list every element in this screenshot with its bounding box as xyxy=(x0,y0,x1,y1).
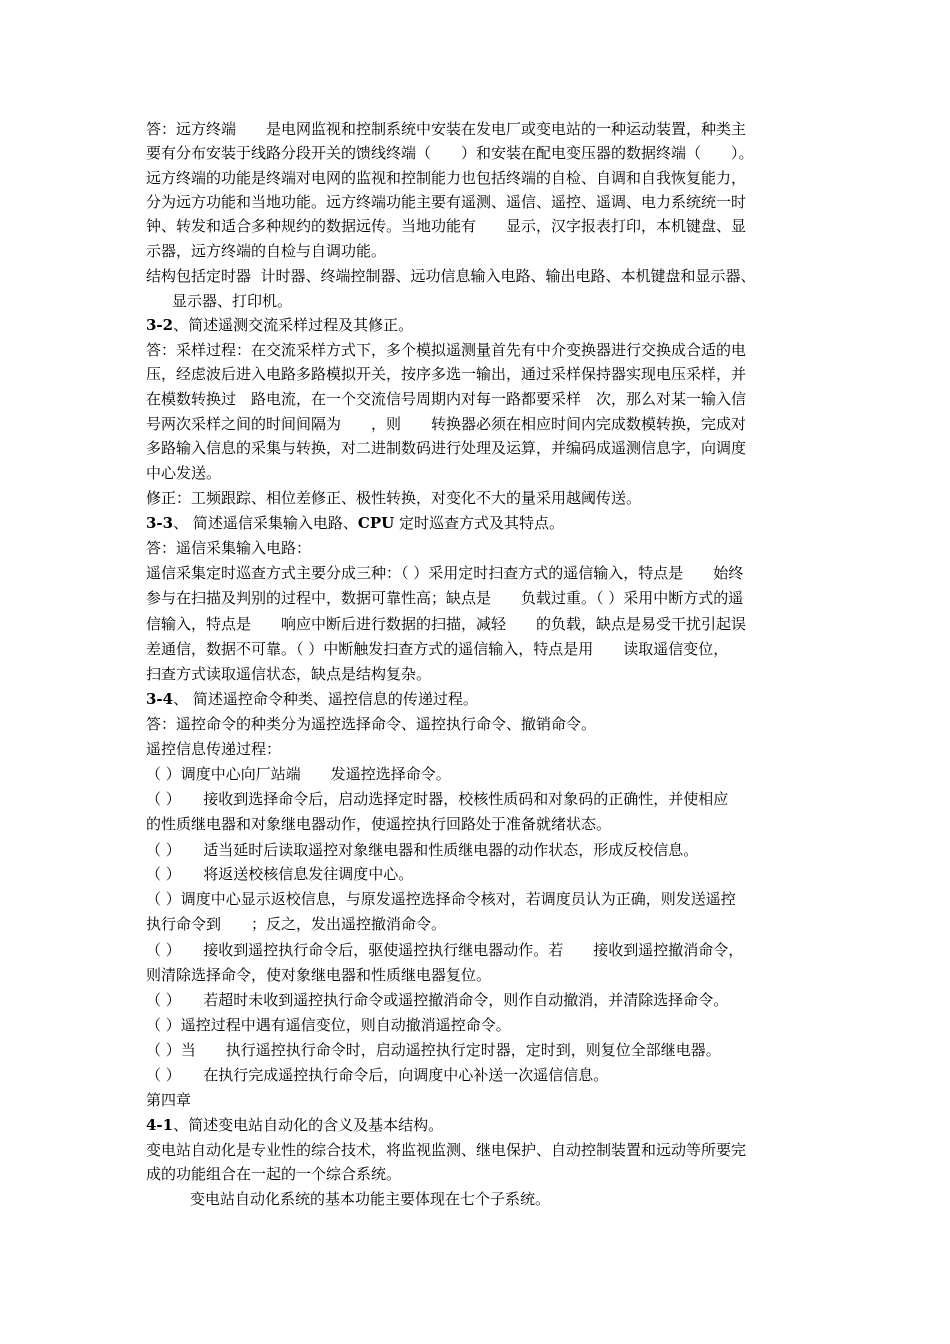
question-text-tail: 定时巡查方式及其特点。 xyxy=(394,514,564,532)
text-line: （ ） 将返送校核信息发往调度中心。 xyxy=(146,865,414,883)
text-line: 答：遥控命令的种类分为遥控选择命令、遥控执行命令、撤销命令。 xyxy=(146,715,597,733)
text-line: （ ） 接收到选择命令后，启动选择定时器，校核性质码和对象码的正确性，并使相应 xyxy=(146,790,729,808)
text-line: 遥控信息传递过程： xyxy=(146,740,282,758)
text-line: 修正：工频跟踪、相位差修正、极性转换，对变化不大的量采用越阈传送。 xyxy=(146,489,642,507)
cpu-term: CPU xyxy=(357,514,395,532)
text-line: 参与在扫描及判别的过程中，数据可靠性高；缺点是 负载过重。（ ）采用中断方式的遥 xyxy=(146,589,744,607)
text-line: 压，经虑波后进入电路多路模拟开关，按序多选一输出，通过采样保持器实现电压采样，并 xyxy=(146,365,747,383)
text-line: （ ）调度中心显示返校信息，与原发遥控选择命令核对，若调度员认为正确，则发送遥控 xyxy=(146,890,736,908)
text-line: 答：采样过程：在交流采样方式下，多个模拟遥测量首先有中介变换器进行交换成合适的电 xyxy=(146,341,747,359)
text-line: 成的功能组合在一起的一个综合系统。 xyxy=(146,1165,402,1183)
question-number: 3-4 xyxy=(146,690,174,708)
text-line: 信输入，特点是 响应中断后进行数据的扫描，减轻 的负载，缺点是易受干扰引起误 xyxy=(146,615,747,633)
text-line: 显示器、打印机。 xyxy=(172,292,293,310)
text-line: （ ）当 执行遥控执行命令时，启动遥控执行定时器，定时到，则复位全部继电器。 xyxy=(146,1041,721,1059)
question-text: 、 简述遥控命令种类、遥控信息的传递过程。 xyxy=(173,690,478,708)
question-number: 4-1 xyxy=(146,1116,174,1134)
text-line: 差通信，数据不可靠。（ ）中断触发扫查方式的遥信输入，特点是用 读取遥信变位， xyxy=(146,640,729,658)
question-heading-3-2 xyxy=(146,313,413,337)
text-line: 多路输入信息的采集与转换，对二进制数码进行处理及运算，并编码成遥测信息字，向调度 xyxy=(146,439,747,457)
text-line: 则清除选择命令，使对象继电器和性质继电器复位。 xyxy=(146,966,492,984)
text-line: 变电站自动化系统的基本功能主要体现在七个子系统。 xyxy=(190,1190,551,1208)
text-line: （ ） 适当延时后读取遥控对象继电器和性质继电器的动作状态，形成反校信息。 xyxy=(146,841,699,859)
text-line: 结构包括定时器 计时器、终端控制器、远功信息输入电路、输出电路、本机键盘和显示器、 xyxy=(146,267,756,285)
question-number: 3-3 xyxy=(146,514,174,532)
text-line: 扫查方式读取遥信状态，缺点是结构复杂。 xyxy=(146,665,432,683)
text-line: 遥信采集定时巡查方式主要分成三种：（ ）采用定时扫查方式的遥信输入，特点是 始终 xyxy=(146,564,744,582)
question-text: 、简述变电站自动化的含义及基本结构。 xyxy=(173,1116,444,1134)
text-line: 远方终端的功能是终端对电网的监视和控制能力也包括终端的自检、自调和自我恢复能力， xyxy=(146,169,747,187)
question-text: 、 简述遥信采集输入电路、 xyxy=(173,514,358,532)
text-line: （ ） 在执行完成遥控执行命令后，向调度中心补送一次遥信信息。 xyxy=(146,1066,609,1084)
text-line: （ ） 若超时未收到遥控执行命令或遥控撤消命令，则作自动撤消，并清除选择命令。 xyxy=(146,991,729,1009)
text-line: 分为远方功能和当地功能。远方终端功能主要有遥测、遥信、遥控、遥调、电力系统统一时 xyxy=(146,193,747,211)
question-heading-3-3 xyxy=(146,511,564,535)
text-line: 答：遥信采集输入电路： xyxy=(146,539,312,557)
chapter-heading: 第四章 xyxy=(146,1091,192,1109)
question-number: 3-2 xyxy=(146,316,174,334)
text-line: （ ） 接收到遥控执行命令后，驱使遥控执行继电器动作。若 接收到遥控撤消命令， xyxy=(146,941,744,959)
text-line: 钟、转发和适合多种规约的数据远传。当地功能有 显示，汉字报表打印，本机键盘、显 xyxy=(146,217,747,235)
text-line: 的性质继电器和对象继电器动作，使遥控执行回路处于准备就绪状态。 xyxy=(146,815,612,833)
question-heading-3-4 xyxy=(146,687,478,711)
text-line: 中心发送。 xyxy=(146,464,222,482)
text-line: 在模数转换过 路电流，在一个交流信号周期内对每一路都要采样 次，那么对某一输入信 xyxy=(146,390,747,408)
text-line: 要有分布安装于线路分段开关的馈线终端（ ）和安装在配电变压器的数据终端（ ）。 xyxy=(146,144,754,162)
text-line: （ ）调度中心向厂站端 发遥控选择命令。 xyxy=(146,765,451,783)
text-line: 执行命令到 ；反之，发出遥控撤消命令。 xyxy=(146,915,447,933)
text-line: 示器，远方终端的自检与自调功能。 xyxy=(146,242,387,260)
text-line: （ ）遥控过程中遇有遥信变位，则自动撤消遥控命令。 xyxy=(146,1016,511,1034)
question-heading-4-1 xyxy=(146,1113,443,1137)
text-line: 号两次采样之间的时间间隔为 ，则 转换器必须在相应时间内完成数模转换，完成对 xyxy=(146,415,747,433)
question-text: 、简述遥测交流采样过程及其修正。 xyxy=(173,316,414,334)
text-line: 变电站自动化是专业性的综合技术，将监视监测、继电保护、自动控制装置和远动等所要完 xyxy=(146,1141,747,1159)
text-line: 答：远方终端 是电网监视和控制系统中安装在发电厂或变电站的一种运动装置，种类主 xyxy=(146,120,747,138)
